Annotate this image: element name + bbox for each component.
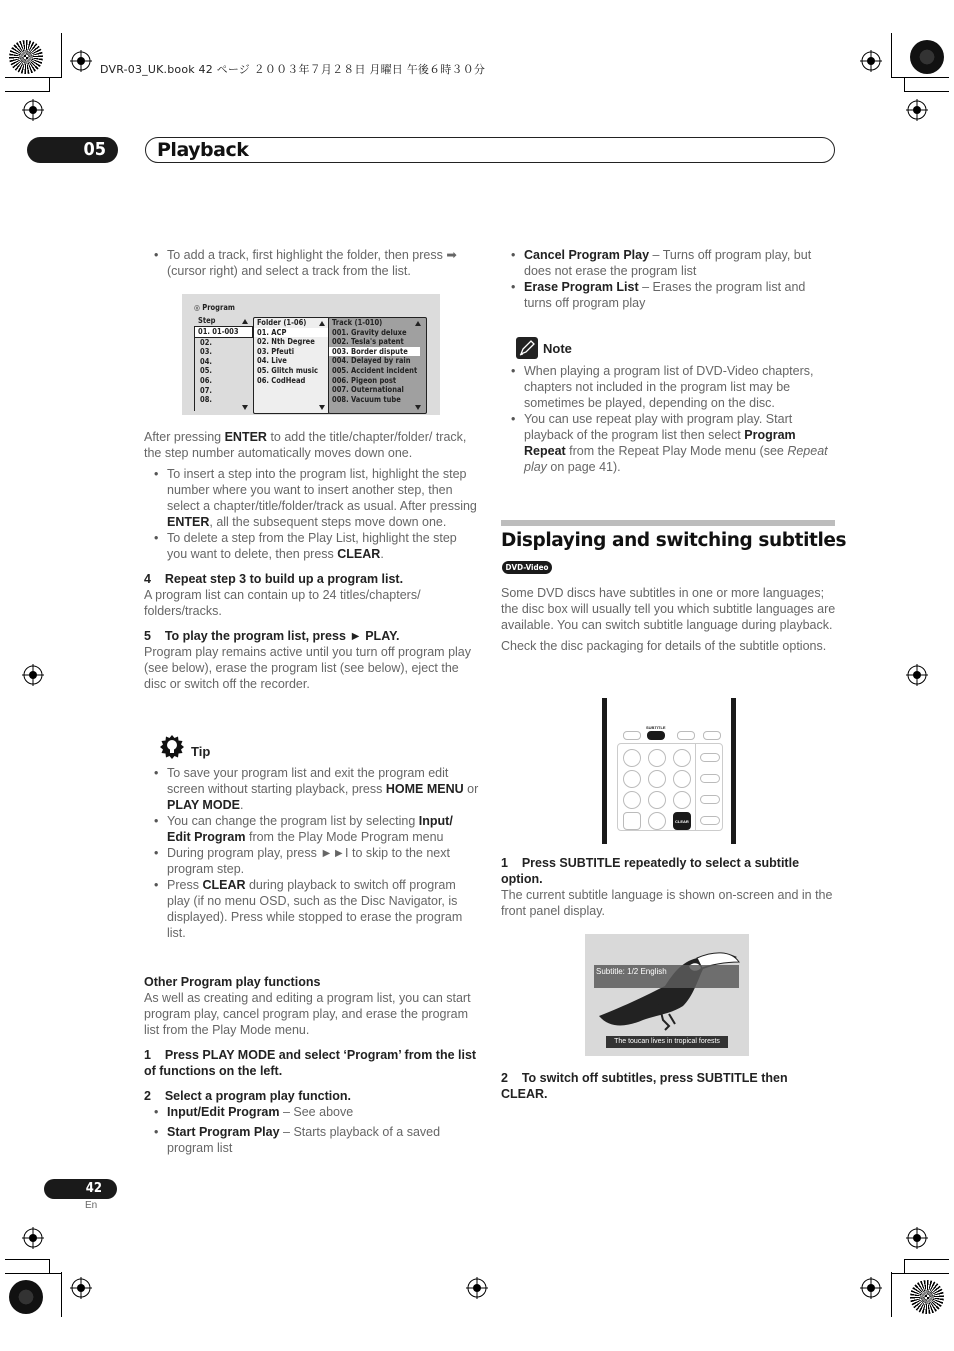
crop-mark: [904, 1259, 949, 1260]
section-heading: Displaying and switching subtitles: [501, 530, 847, 551]
note-item: • When playing a program list of DVD-Video chapters, chapters not included in the program list may be sometimes be played, depending on the disc.: [501, 363, 836, 411]
program-icon: ◎: [194, 303, 203, 312]
track-list[interactable]: [328, 317, 427, 414]
crop-mark: [5, 91, 50, 92]
step-row[interactable]: 04.: [200, 356, 212, 366]
folder-row[interactable]: 05. Glitch music: [257, 365, 318, 375]
step-5-body: Program play remains active until you turn off program play (see below), erase the program list (see below), eject the disc or switch off the recorder.: [144, 645, 472, 691]
tip-item: • During program play, press ►►I to skip to the next program step.: [144, 845, 479, 877]
registration-mark-icon: [860, 50, 882, 72]
chapter-title: Playback: [157, 139, 249, 161]
scroll-down-icon[interactable]: [415, 405, 421, 410]
remote-edge: [602, 698, 607, 844]
track-header: Track (1-010): [332, 318, 383, 327]
chapter-title-bar: [145, 137, 835, 163]
step-row[interactable]: 01. 01-003: [195, 326, 253, 338]
step-header: Step: [198, 316, 216, 325]
crop-mark: [891, 77, 949, 78]
registration-mark-icon: [22, 99, 44, 121]
color-target-bottom-right: [910, 1280, 944, 1314]
step-4-body: A program list can contain up to 24 titles/chapters/ folders/tracks.: [144, 588, 421, 618]
after-enter-paragraph: After pressing ENTER to add the title/chapter/folder/ track, the step number automatically moves down one.: [144, 430, 467, 460]
subtitle-osd-text: Subtitle: 1/2 English: [596, 967, 667, 976]
dvd-video-badge: DVD-Video: [502, 561, 552, 574]
tv-screen-illustration: [585, 934, 749, 1056]
track-row[interactable]: 007. Outernational: [332, 385, 404, 395]
folder-row[interactable]: 03. Pfeuti: [257, 346, 295, 356]
crop-mark: [5, 1273, 62, 1274]
number-button[interactable]: [673, 791, 691, 809]
crop-mark: [904, 78, 905, 92]
registration-mark-icon: [906, 1227, 928, 1249]
insert-step-bullet: • To insert a step into the program list, highlight the step number where you want to insert another step, then select a chapter/title/folder/track as usual. After pressing ENTER, all the subsequent steps move down one.: [144, 466, 479, 530]
scroll-up-icon[interactable]: [242, 319, 248, 324]
remote-control-illustration: [602, 698, 736, 844]
file-info-header: DVR-03_UK.book 42 ページ ２００３年７月２８日 月曜日 午後６時３０分: [100, 63, 486, 76]
note-item: • You can use repeat play with program play. Start playback of the program list then select Program Repeat from the Repeat Play Mode menu (see Repeat play on page 41).: [501, 411, 836, 475]
tip-item: • Press CLEAR during playback to switch off program play (if no menu OSD, such as the Disc Navigator, is displayed). Press while stopped to erase the program list.: [144, 877, 479, 941]
registration-mark-icon: [906, 664, 928, 686]
folder-row[interactable]: 06. CodHead: [257, 375, 306, 385]
tip-item: • You can change the program list by selecting Input/ Edit Program from the Play Mode Program menu: [144, 813, 479, 845]
tip-label: Tip: [191, 744, 211, 759]
section-body: [501, 585, 836, 654]
crop-mark: [5, 77, 62, 78]
crop-mark: [904, 91, 949, 92]
program-screen: [182, 294, 440, 415]
remote-edge: [731, 698, 736, 844]
other-functions: [144, 974, 479, 1156]
add-track-bullet: • To add a track, first highlight the folder, then press ➡ (cursor right) and select a track from the list.: [144, 247, 479, 279]
track-row[interactable]: 002. Tesla's patent: [332, 337, 404, 347]
pencil-note-icon: [516, 337, 538, 359]
color-target-bottom-left: [9, 1280, 43, 1314]
remote-button[interactable]: [623, 812, 641, 830]
crop-mark: [891, 33, 892, 78]
chapter-number-badge: 05: [27, 137, 118, 163]
crop-mark: [61, 33, 62, 78]
registration-mark-icon: [906, 99, 928, 121]
function-item: • Input/Edit Program – See above: [144, 1104, 479, 1120]
registration-mark-icon: [22, 1227, 44, 1249]
crop-mark: [5, 1259, 50, 1260]
remote-button[interactable]: [703, 731, 721, 740]
section-paragraph: Check the disc packaging for details of the subtitle options.: [501, 639, 827, 653]
function-item: • Erase Program List – Erases the program list and turns off program play: [501, 279, 836, 311]
subtitle-step-2-heading: 2 To switch off subtitles, press SUBTITLE then CLEAR.: [501, 1071, 792, 1101]
number-button[interactable]: [648, 749, 666, 767]
track-row[interactable]: 004. Delayed by rain: [332, 356, 411, 366]
number-button[interactable]: [648, 791, 666, 809]
step-row[interactable]: 06.: [200, 375, 212, 385]
folder-row[interactable]: 01. ACP: [254, 328, 329, 338]
registration-mark-icon: [466, 1277, 488, 1299]
step-4-heading: 4 Repeat step 3 to build up a program list.: [144, 572, 404, 586]
number-button[interactable]: [648, 770, 666, 788]
crop-mark: [49, 78, 50, 92]
folder-row[interactable]: 02. Nth Degree: [257, 337, 315, 347]
registration-mark-icon: [70, 50, 92, 72]
track-row[interactable]: 005. Accident incident: [332, 365, 418, 375]
tip-item: • To save your program list and exit the program edit screen without starting playback, press HOME MENU or PLAY MODE.: [144, 765, 479, 813]
remote-button[interactable]: [700, 795, 720, 804]
other-functions-body: As well as creating and editing a program list, you can start program play, cancel program play, and erase the program list from the Play Mode menu.: [144, 991, 471, 1037]
subtitle-caption: The toucan lives in tropical forests: [606, 1036, 728, 1048]
number-button[interactable]: [673, 749, 691, 767]
keypad-divider: [695, 743, 696, 831]
track-row[interactable]: 006. Pigeon post: [332, 375, 397, 385]
crop-mark: [904, 1259, 905, 1273]
scroll-down-icon[interactable]: [242, 405, 248, 410]
track-row-selected[interactable]: 003. Border dispute: [329, 347, 420, 357]
program-title: ◎ Program: [194, 303, 235, 312]
crop-mark: [891, 1273, 949, 1274]
page-language: En: [85, 1200, 98, 1211]
section-paragraph: Some DVD discs have subtitles in one or more languages; the disc box will usually tell you which subtitle languages are available. You can switch subtitle language during playback.: [501, 586, 836, 632]
step-row[interactable]: 05.: [200, 366, 212, 376]
registration-mark-icon: [860, 1277, 882, 1299]
folder-list[interactable]: [253, 317, 330, 414]
subtitle-step-1-heading: 1 Press SUBTITLE repeatedly to select a subtitle option.: [501, 856, 803, 886]
left-column: [144, 247, 479, 279]
remote-button[interactable]: [623, 731, 641, 740]
registration-mark-icon: [70, 1277, 92, 1299]
subtitle-button[interactable]: [647, 731, 665, 740]
right-functions: [501, 247, 836, 311]
track-row[interactable]: 001. Gravity deluxe: [332, 327, 407, 337]
crop-mark: [49, 1259, 50, 1273]
scroll-up-icon[interactable]: [415, 321, 421, 326]
remote-button[interactable]: [677, 731, 695, 740]
step-row[interactable]: 07.: [200, 385, 212, 395]
other-functions-heading: Other Program play functions: [144, 975, 321, 989]
track-row[interactable]: 008. Vacuum tube: [332, 394, 401, 404]
crop-mark: [61, 1272, 62, 1317]
number-button[interactable]: [673, 770, 691, 788]
color-target-top-right: [910, 40, 944, 74]
note-label: Note: [543, 341, 572, 356]
section-divider: [501, 520, 835, 526]
remote-button[interactable]: [700, 774, 720, 783]
function-item: • Cancel Program Play – Turns off program play, but does not erase the program list: [501, 247, 836, 279]
remote-button[interactable]: [700, 816, 720, 825]
tip-list: [144, 765, 479, 941]
folder-row[interactable]: 04. Live: [257, 356, 287, 366]
number-button[interactable]: [623, 749, 641, 767]
step-row[interactable]: 03.: [200, 347, 212, 357]
subtitle-step-1-body: The current subtitle language is shown on-screen and in the front panel display.: [501, 888, 833, 918]
left-column-body: [144, 429, 479, 692]
note-list: [501, 363, 836, 475]
crop-mark: [891, 1272, 892, 1317]
clear-button-label: CLEAR: [675, 819, 689, 824]
function-item: • Start Program Play – Starts playback of a saved program list: [144, 1124, 479, 1156]
step-5-heading: 5 To play the program list, press ► PLAY.: [144, 629, 400, 643]
folder-header: Folder (1-06): [257, 318, 307, 327]
step-list[interactable]: [194, 326, 253, 411]
color-target-top-left: [9, 40, 43, 74]
remote-button[interactable]: [700, 753, 720, 762]
number-button[interactable]: [648, 812, 666, 830]
page-number: 42: [44, 1179, 117, 1199]
scroll-down-icon[interactable]: [319, 405, 325, 410]
other-step-2: 2 Select a program play function.: [144, 1089, 351, 1103]
step-row[interactable]: 08.: [200, 395, 212, 405]
subtitle-button-label: SUBTITLE: [646, 725, 666, 730]
step-row[interactable]: 02.: [200, 337, 212, 347]
number-button[interactable]: [623, 791, 641, 809]
subtitle-step-2: [501, 1070, 836, 1102]
number-button[interactable]: [623, 770, 641, 788]
registration-mark-icon: [22, 664, 44, 686]
delete-step-bullet: • To delete a step from the Play List, highlight the step you want to delete, then press CLEAR.: [144, 530, 479, 562]
lightbulb-tip-icon: [160, 735, 184, 759]
scroll-up-icon[interactable]: [319, 321, 325, 326]
other-step-1: 1 Press PLAY MODE and select ‘Program’ from the list of functions on the left.: [144, 1048, 480, 1078]
subtitle-step-1: [501, 855, 836, 919]
